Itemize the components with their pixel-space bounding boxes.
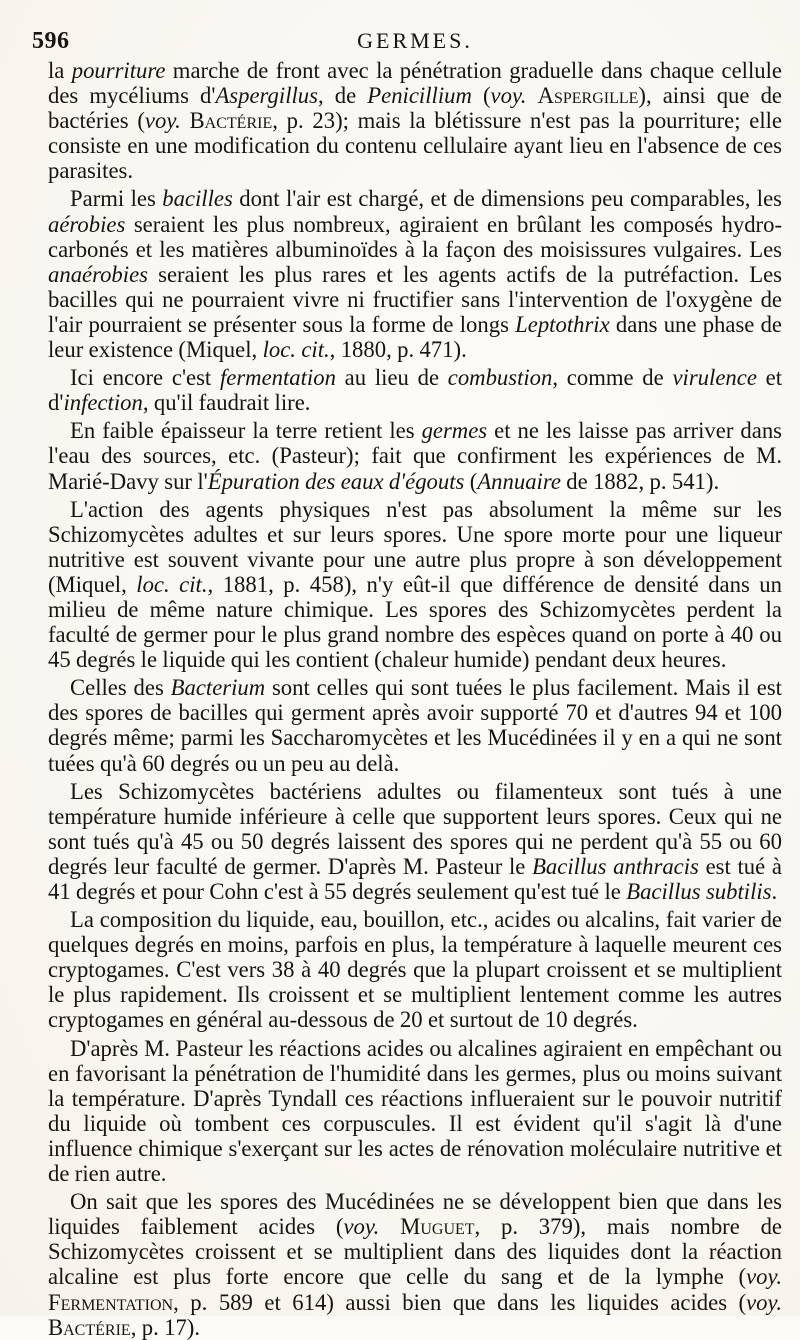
text-run: La composition du liquide, eau, bouillon, etc., acides ou alcalins, fait varier de quelques degrés en moins, parfois en plus, la température à laquelle meurent ces cryptogames. C'est vers 38 à 40 degrés que la plupart croissent et se multiplient le plus rapidement. Ils croissent et se multiplient lentement comme les autres cryptogames en général au-dessous de 20 et surtout de 10 degrés. [48, 907, 782, 1033]
italic-run: fermentation [219, 365, 336, 391]
text-run [181, 108, 190, 133]
italic-run: Leptothrix [515, 311, 610, 337]
running-title: GERMES. [357, 28, 473, 53]
italic-run: pourriture [71, 58, 166, 83]
cross-reference: Bactérie [48, 1314, 131, 1340]
italic-run: Bacillus anthracis [532, 853, 699, 879]
body-text [48, 58, 782, 1340]
paragraph [48, 58, 782, 183]
text-run: , p. 379), mais nombre de Schizomycètes croissent et se multiplient dans des liquides dont la réaction alcaline est plus forte encore que celle du sang et de la lymphe ( [48, 1214, 782, 1290]
text-run: , comme de [552, 365, 673, 391]
text-run: L'action des agents physiques n'est pas absolument la même sur les Schizomycètes adultes et sur leurs spores. Une spore morte pour une liqueur nutritive est souvent vivante pour une autre plus propre à son développement (Miquel, [48, 496, 782, 597]
italic-run: Penicillium [367, 83, 472, 109]
text-run: la [48, 58, 72, 83]
text-run [526, 83, 537, 108]
italic-run: bacilles [162, 186, 233, 212]
paragraph [48, 497, 782, 673]
text-run: seraient les plus rares et les agents actifs de la putréfaction. Les bacilles qui ne pourraient vivre ni fructifier sans l'intervention de l'oxygène de l'air pourraient se présenter sous la forme de longs [48, 261, 782, 337]
italic-run: loc. cit. [136, 571, 208, 597]
paragraph [48, 186, 782, 362]
paragraph [48, 418, 782, 493]
text-run: , p. 23); mais la blétissure n'est pas la pourriture; elle consiste en une modification du contenu cellulaire ayant lieu en l'absence de ces parasites. [48, 108, 782, 184]
text-run: . [771, 879, 778, 904]
text-run: D'après M. Pasteur les réactions acides ou alcalines agiraient en empêchant ou en favorisant la pénétration de l'humidité dans les germes, plus ou moins suivant la température. D'après Tyndall ces réactions influeraient sur le pouvoir nutritif du liquide où tombent ces corpuscules. Il est évident qu'il s'agit là d'une influence chimique s'exerçant sur les actes de rénovation moléculaire nutritive et de rien autre. [48, 1035, 782, 1187]
italic-run: voy. [746, 1264, 782, 1290]
cross-reference: Muguet [400, 1214, 475, 1240]
paragraph [48, 779, 782, 904]
italic-run: Annuaire [477, 468, 561, 494]
text-run: ), ainsi que de bactéries ( [48, 83, 782, 134]
text-run: , qu'il faudrait lire. [142, 390, 311, 416]
text-run: sont celles qui sont tuées le plus facilement. Mais il est des spores de bacilles qui germent après avoir supporté 70 et d'autres 94 et 100 degrés même; parmi les Saccharomycètes et les Mucédinées il y en a qui ne sont tuées qu'à 60 degrés ou un peu au delà. [48, 675, 782, 776]
italic-run: Bacterium [170, 675, 266, 701]
cross-reference: Bactérie [189, 108, 273, 134]
text-run: , p. 589 et 614) aussi bien que dans les liquides acides ( [173, 1289, 747, 1315]
text-run: Ici encore c'est [70, 365, 220, 391]
cross-reference: Fermentation [48, 1289, 174, 1315]
paragraph [48, 1036, 782, 1187]
italic-run: loc. cit. [262, 337, 330, 363]
paragraph [48, 675, 782, 775]
italic-run: virulence [672, 365, 757, 391]
text-run: au lieu de [335, 365, 448, 391]
text-run: marche de front avec la pénétration graduelle dans chaque cellule des mycéliums d' [48, 58, 782, 109]
italic-run: Aspergillus [215, 83, 318, 109]
text-run: , p. 17). [130, 1314, 201, 1340]
text-run: est tué à 41 degrés et pour Cohn c'est à 55 degrés seulement qu'est tué le [48, 853, 782, 904]
italic-run: Épuration des eaux d'égouts [207, 468, 465, 494]
page-number: 596 [32, 28, 70, 54]
italic-run: voy. [746, 1289, 782, 1315]
text-run: ( [471, 83, 491, 109]
page-header [32, 22, 782, 58]
text-run: Celles des [70, 675, 171, 701]
italic-run: voy. [343, 1214, 380, 1240]
text-run: , 1880, p. 471). [329, 337, 467, 363]
italic-run: infection [63, 390, 143, 416]
text-run: ( [464, 468, 478, 494]
paragraph [48, 907, 782, 1032]
text-run: Parmi les [70, 186, 163, 212]
text-run: seraient les plus nombreux, agiraient en brûlant les composés hydro-carbonés et les matières albuminoïdes à la façon des moisissures vulgaires. Les [48, 211, 782, 262]
cross-reference: Aspergille [537, 83, 639, 109]
text-run: dont l'air est chargé, et de dimensions peu comparables, les [232, 186, 782, 212]
italic-run: aérobies [48, 211, 126, 237]
italic-run: voy. [490, 83, 527, 109]
italic-run: germes [421, 418, 488, 444]
paragraph [48, 365, 782, 415]
italic-run: combustion [447, 365, 553, 391]
text-run: Les Schizomycètes bactériens adultes ou filamenteux sont tués à une température humide inférieure à celle que supportent leurs spores. Ceux qui ne sont tués qu'à 45 ou 50 degrés laissent des spores qui ne perdent qu'à 55 ou 60 degrés leur faculté de germer. D'après M. Pasteur le [48, 778, 782, 879]
text-run: et ne les laisse pas arriver dans l'eau des sources, etc. (Pasteur); fait que confirment les expériences de M. Marié-Davy sur l' [48, 418, 782, 494]
italic-run: voy. [144, 108, 181, 134]
italic-run: anaérobies [48, 261, 148, 287]
text-run: On sait que les spores des Mucédinées ne se développent bien que dans les liquides faiblement acides ( [48, 1189, 782, 1240]
text-run: , de [317, 83, 368, 109]
text-run: En faible épaisseur la terre retient les [70, 418, 422, 444]
italic-run: Bacillus subtilis [626, 879, 772, 904]
text-run: de 1882, p. 541). [560, 468, 720, 494]
paragraph [48, 1189, 782, 1340]
text-run: dans une phase de leur existence (Miquel, [48, 311, 783, 363]
text-run [379, 1214, 400, 1239]
text-run: et d' [48, 365, 783, 416]
text-run: , 1881, p. 458), n'y eût-il que différence de densité dans un milieu de même nature chimique. Les spores des Schizomycètes perdent la faculté de germer pour le plus grand nombre des espèces quand on porte à 40 ou 45 degrés le liquide qui les contient (chaleur humide) pendant deux heures. [48, 571, 782, 673]
